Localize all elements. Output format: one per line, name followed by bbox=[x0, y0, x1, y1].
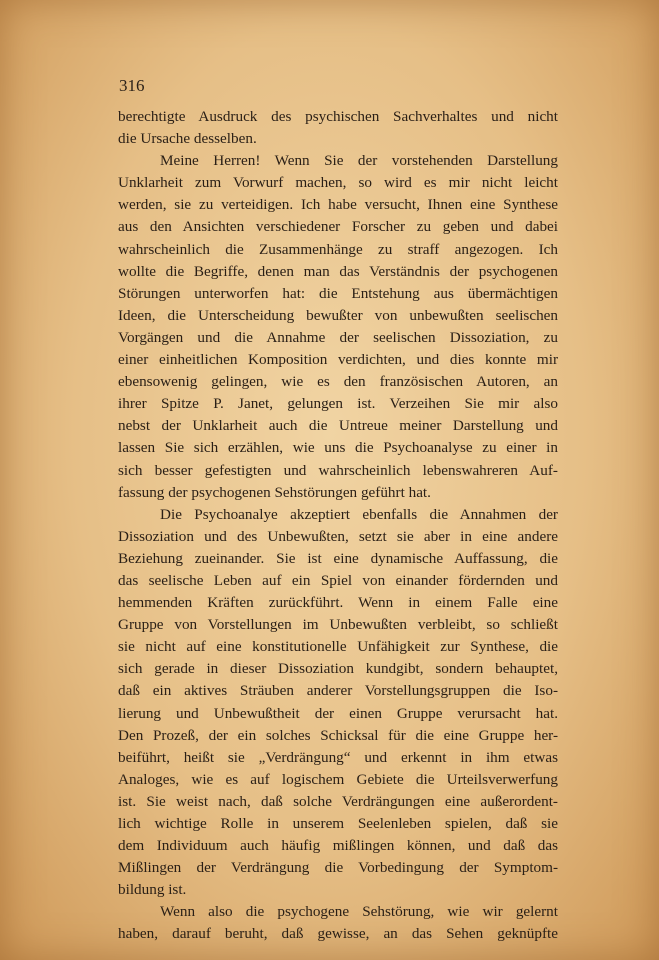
paragraph bbox=[118, 150, 558, 504]
paragraph bbox=[118, 106, 558, 150]
text-line: Beziehung zueinander. Sie ist eine dynamische Auffassung, die bbox=[118, 549, 558, 567]
text-line: bildung ist. bbox=[118, 881, 187, 899]
text-line: Den Prozeß, der ein solches Schicksal für die eine Gruppe her- bbox=[118, 726, 558, 744]
text-line: nebst der Unklarheit auch die Untreue meiner Darstellung und bbox=[118, 417, 558, 435]
text-line: dem Individuum auch häufig mißlingen können, und daß das bbox=[118, 837, 558, 855]
text-line: Gruppe von Vorstellungen im Unbewußten verbleibt, so schließt bbox=[118, 616, 558, 634]
text-line: wollte die Begriffe, denen man das Verständnis der psychogenen bbox=[118, 262, 558, 280]
text-line: sie nicht auf eine konstitutionelle Unfähigkeit zur Synthese, die bbox=[118, 638, 558, 656]
text-line: Meine Herren! Wenn Sie der vorstehenden Darstellung bbox=[160, 152, 558, 170]
text-line: ihrer Spitze P. Janet, gelungen ist. Verzeihen Sie mir also bbox=[118, 395, 558, 413]
text-line: ist. Sie weist nach, daß solche Verdrängungen eine außerordent- bbox=[118, 792, 558, 810]
text-line: ebensowenig gelingen, wie es den französischen Autoren, an bbox=[118, 373, 558, 391]
text-line: fassung der psychogenen Sehstörungen geführt hat. bbox=[118, 483, 431, 501]
text-line: Analoges, wie es auf logischem Gebiete die Urteilsverwerfung bbox=[118, 770, 558, 788]
text-line: hemmenden Kräften zurückführt. Wenn in einem Falle eine bbox=[118, 594, 558, 612]
text-line: Ideen, die Unterscheidung bewußter von unbewußten seelischen bbox=[118, 306, 558, 324]
body-text bbox=[118, 106, 558, 946]
text-line: werden, sie zu verteidigen. Ich habe versucht, Ihnen eine Synthese bbox=[118, 196, 558, 214]
page-number: 316 bbox=[119, 76, 145, 95]
text-line: Unklarheit zum Vorwurf machen, so wird es mir nicht leicht bbox=[118, 174, 558, 192]
text-line: Die Psychoanalye akzeptiert ebenfalls die Annahmen der bbox=[160, 505, 558, 523]
text-line: lierung und Unbewußtheit der einen Gruppe verursacht hat. bbox=[118, 704, 558, 722]
text-line: Dissoziation und des Unbewußten, setzt sie aber in eine andere bbox=[118, 527, 558, 545]
text-line: daß ein aktives Sträuben anderer Vorstellungsgruppen die Iso- bbox=[118, 682, 558, 700]
text-line: Wenn also die psychogene Sehstörung, wie wir gelernt bbox=[160, 903, 558, 921]
paragraph bbox=[118, 901, 558, 945]
text-line: Vorgängen und die Annahme der seelischen Dissoziation, zu bbox=[118, 328, 558, 346]
text-line: Mißlingen der Verdrängung die Vorbedingung der Symptom- bbox=[118, 859, 558, 877]
text-line: wahrscheinlich die Zusammenhänge zu straff angezogen. Ich bbox=[118, 240, 558, 258]
paragraph bbox=[118, 504, 558, 902]
text-line: beiführt, heißt sie „Verdrängung“ und erkennt in ihm etwas bbox=[118, 748, 558, 766]
text-line: das seelische Leben auf ein Spiel von einander fördernden und bbox=[118, 571, 558, 589]
text-line: sich besser gefestigten und wahrscheinlich lebenswahreren Auf- bbox=[118, 461, 558, 479]
text-line: lassen Sie sich erzählen, wie uns die Psychoanalyse zu einer in bbox=[118, 439, 558, 457]
text-line: einer einheitlichen Komposition verdichten, und dies konnte mir bbox=[118, 351, 558, 369]
text-line: lich wichtige Rolle in unserem Seelenleben spielen, daß sie bbox=[118, 815, 558, 832]
text-line: berechtigte Ausdruck des psychischen Sachverhaltes und nicht bbox=[118, 108, 558, 125]
text-line: sich gerade in dieser Dissoziation kundgibt, sondern behauptet, bbox=[118, 660, 558, 678]
text-line: Störungen unterworfen hat: die Entstehung aus übermächtigen bbox=[118, 284, 558, 302]
text-line: haben, darauf beruht, daß gewisse, an das Sehen geknüpfte bbox=[118, 925, 558, 943]
text-line: die Ursache desselben. bbox=[118, 130, 257, 148]
text-line: aus den Ansichten verschiedener Forscher zu geben und dabei bbox=[118, 218, 558, 236]
